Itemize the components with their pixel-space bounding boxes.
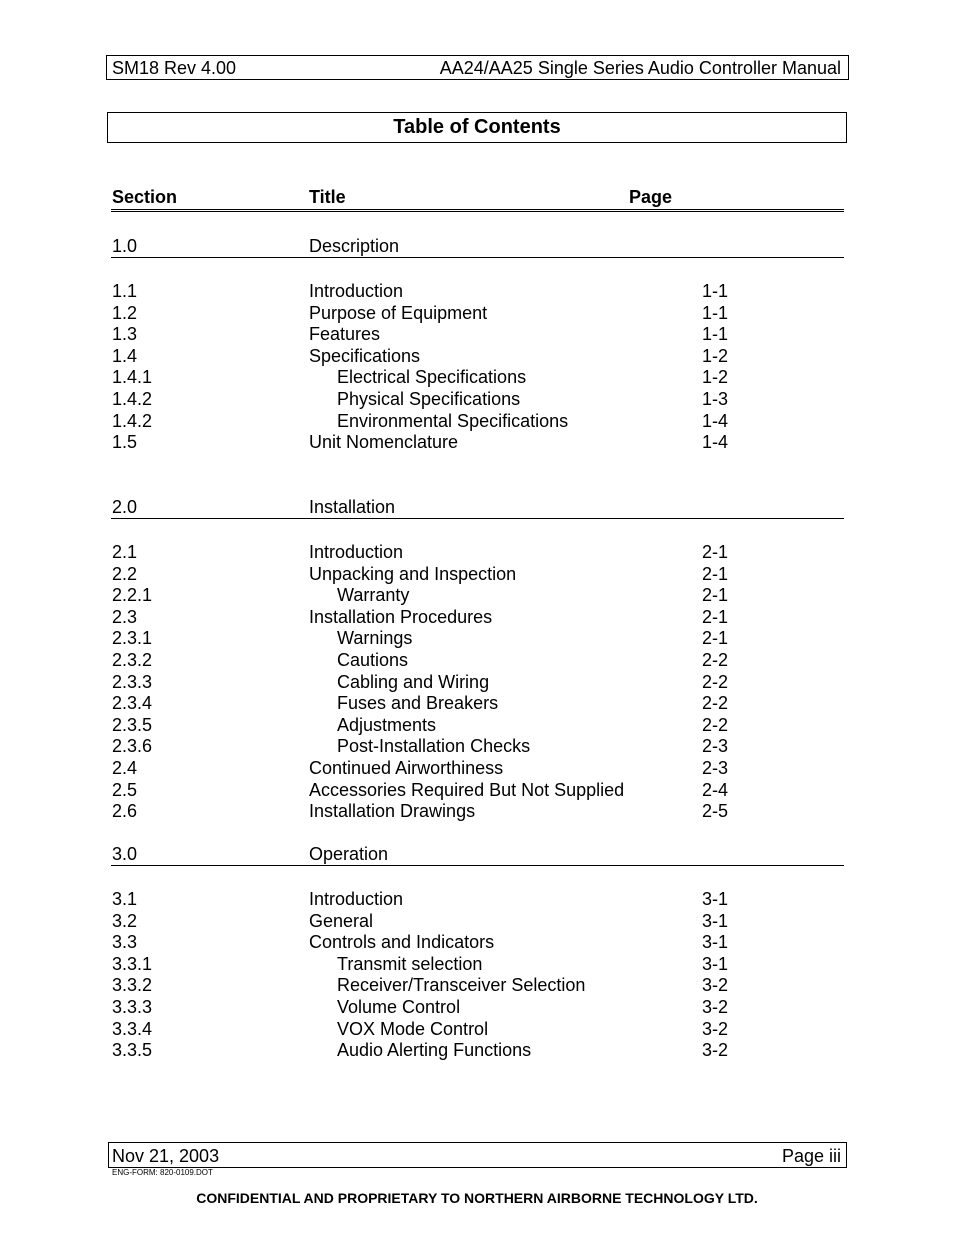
toc-entry-row [0,563,954,585]
entry-number: 1.5 [112,432,138,453]
entry-page: 2-3 [702,736,729,757]
entry-title: Specifications [309,345,421,366]
page-footer [108,1142,847,1168]
entry-title: Warranty [337,585,410,606]
entry-number: 2.1 [112,542,138,562]
entry-page: 1-2 [702,345,729,366]
entry-title: Volume Control [337,997,461,1017]
entry-page: 2-5 [702,801,729,822]
entry-page: 2-1 [702,585,729,606]
toc-entry-row [0,996,954,1018]
entry-title: General [309,910,374,931]
toc-entry-row [0,541,954,563]
toc-entry-row [0,974,954,996]
toc-entry-row [0,910,954,932]
entry-page: 2-2 [702,693,729,714]
entry-number: 2.2 [112,563,138,584]
entry-page: 1-1 [702,281,729,301]
entry-title: Continued Airworthiness [309,758,504,778]
footer-page-number: Page iii [781,1146,841,1166]
entry-number: 1.4.2 [112,410,153,431]
entry-page: 2-4 [702,779,729,800]
toc-entry-row [0,584,954,606]
manual-title: AA24/AA25 Single Series Audio Controller Manual [439,58,841,78]
entry-page: 3-1 [702,953,729,974]
entry-number: 2.6 [112,801,138,822]
section-rule [111,518,844,519]
entry-page: 2-1 [702,563,729,584]
entry-number: 1.1 [112,281,138,301]
entry-title: Fuses and Breakers [337,693,499,714]
toc-entry-row [0,888,954,910]
section-title: Installation [309,497,396,517]
toc-entry-row [0,757,954,779]
toc-entry-row [0,779,954,801]
entry-number: 3.3.2 [112,975,153,996]
footer-date: Nov 21, 2003 [112,1146,220,1166]
column-header-title: Title [309,187,346,207]
entry-page: 1-1 [702,302,729,323]
entry-page: 1-4 [702,410,729,431]
page-header [106,55,849,80]
entry-title: Adjustments [337,714,437,735]
toc-title: Table of Contents [107,112,847,143]
entry-number: 2.3 [112,606,138,627]
toc-entry-row [0,800,954,822]
entry-title: Unit Nomenclature [309,432,459,453]
entry-number: 2.3.6 [112,736,153,757]
entry-page: 1-3 [702,389,729,409]
toc-entry-row [0,1039,954,1061]
entry-title: Installation Procedures [309,606,493,627]
entry-title: VOX Mode Control [337,1018,489,1039]
entry-page: 3-2 [702,1040,729,1061]
entry-number: 3.3.3 [112,997,153,1017]
entry-page: 1-4 [702,432,729,453]
entry-title: Physical Specifications [337,389,521,409]
entry-title: Cautions [337,650,409,670]
column-header-section: Section [112,187,178,207]
section-heading-row [0,235,954,257]
entry-number: 1.4 [112,345,138,366]
entry-title: Cabling and Wiring [337,671,490,692]
entry-title: Receiver/Transceiver Selection [337,975,586,996]
entry-number: 1.4.1 [112,367,153,388]
entry-title: Controls and Indicators [309,932,495,953]
entry-title: Transmit selection [337,953,483,974]
entry-page: 2-3 [702,758,729,778]
section-heading-row [0,843,954,865]
entry-page: 3-1 [702,889,729,909]
entry-number: 2.4 [112,758,138,778]
entry-page: 3-2 [702,1018,729,1039]
toc-entry-row [0,714,954,736]
section-heading-row [0,496,954,518]
entry-title: Introduction [309,889,404,909]
entry-number: 2.2.1 [112,585,153,606]
toc-entry-row [0,735,954,757]
entry-number: 1.4.2 [112,389,153,409]
toc-entry-row [0,692,954,714]
entry-title: Post-Installation Checks [337,736,531,757]
toc-entry-row [0,627,954,649]
toc-entry-row [0,323,954,345]
toc-entry-row [0,388,954,410]
toc-entry-row [0,931,954,953]
toc-entry-row [0,431,954,453]
entry-number: 3.1 [112,889,138,909]
column-header-page: Page [629,187,673,207]
toc-entry-row [0,302,954,324]
entry-page: 2-2 [702,714,729,735]
entry-number: 3.3.4 [112,1018,153,1039]
entry-title: Unpacking and Inspection [309,563,517,584]
entry-page: 3-2 [702,997,729,1017]
entry-number: 2.3.4 [112,693,153,714]
entry-number: 3.2 [112,910,138,931]
toc-entry-row [0,345,954,367]
entry-number: 2.3.5 [112,714,153,735]
entry-page: 2-2 [702,671,729,692]
entry-title: Audio Alerting Functions [337,1040,532,1061]
toc-entry-row [0,366,954,388]
entry-number: 1.3 [112,324,138,345]
entry-number: 2.5 [112,779,138,800]
entry-title: Introduction [309,281,404,301]
toc-entry-row [0,280,954,302]
form-id: ENG-FORM: 820-0109.DOT [112,1168,213,1177]
entry-number: 2.3.3 [112,671,153,692]
confidential-notice: CONFIDENTIAL AND PROPRIETARY TO NORTHERN AIRBORNE TECHNOLOGY LTD. [196,1190,758,1206]
entry-title: Purpose of Equipment [309,302,488,323]
entry-page: 3-1 [702,932,729,953]
doc-id: SM18 Rev 4.00 [112,58,237,78]
section-rule [111,257,844,258]
section-number: 2.0 [112,497,138,517]
section-rule [111,865,844,866]
entry-page: 1-2 [702,367,729,388]
entry-page: 2-1 [702,628,729,649]
entry-page: 3-2 [702,975,729,996]
entry-page: 2-2 [702,650,729,670]
header-double-rule [111,209,844,212]
entry-page: 2-1 [702,542,729,562]
entry-number: 3.3.5 [112,1040,153,1061]
toc-entry-row [0,671,954,693]
entry-title: Environmental Specifications [337,410,569,431]
toc-entry-row [0,410,954,432]
toc-entry-row [0,649,954,671]
entry-number: 3.3 [112,932,138,953]
entry-title: Installation Drawings [309,801,476,822]
entry-title: Accessories Required But Not Supplied [309,779,625,800]
toc-entry-row [0,606,954,628]
entry-page: 1-1 [702,324,729,345]
entry-number: 2.3.2 [112,650,153,670]
entry-number: 1.2 [112,302,138,323]
entry-number: 3.3.1 [112,953,153,974]
toc-entry-row [0,1018,954,1040]
entry-title: Warnings [337,628,413,649]
entry-title: Electrical Specifications [337,367,527,388]
entry-page: 3-1 [702,910,729,931]
section-number: 1.0 [112,236,138,256]
toc-entry-row [0,953,954,975]
section-title: Description [309,236,400,256]
section-number: 3.0 [112,844,138,864]
entry-page: 2-1 [702,606,729,627]
section-title: Operation [309,844,389,864]
entry-title: Features [309,324,381,345]
entry-number: 2.3.1 [112,628,153,649]
entry-title: Introduction [309,542,404,562]
